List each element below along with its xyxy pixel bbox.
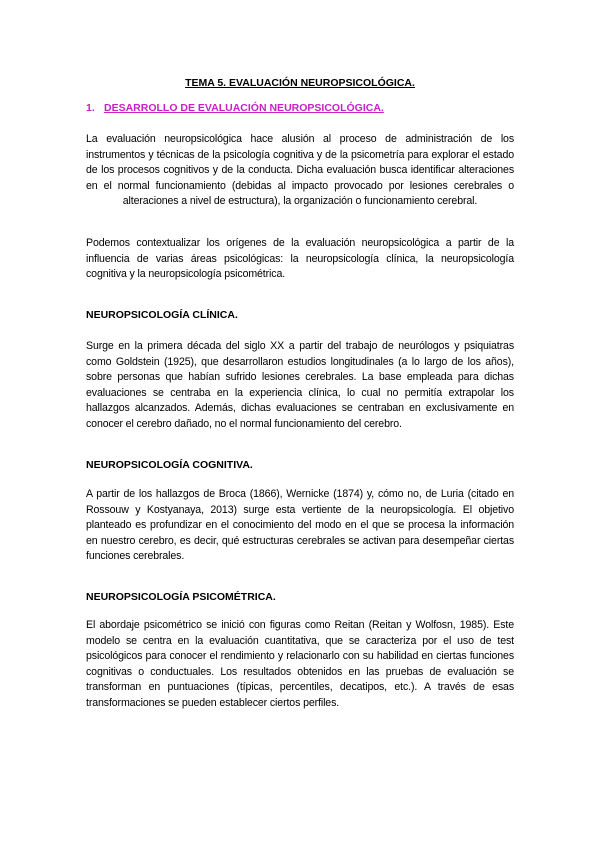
intro-paragraph: La evaluación neuropsicológica hace alusión al proceso de administración de los instrumentos y técnicas de la psicología cognitiva y de la psicometría para explorar el estado de los procesos cognitivos y de la conducta. Dicha evaluación busca identificar alteraciones en el normal funcionamiento (debidas al impacto provocado por lesiones cerebrales o alteraciones a nivel de estructura), la organización o funcionamiento cerebral. — [86, 133, 514, 208]
document-title: TEMA 5. EVALUACIÓN NEUROPSICOLÓGICA. — [185, 77, 415, 89]
heading-cognitiva: NEUROPSICOLOGÍA COGNITIVA. — [86, 459, 253, 471]
section-label: DESARROLLO DE EVALUACIÓN NEUROPSICOLÓGICA. — [104, 102, 384, 114]
context-paragraph: Podemos contextualizar los orígenes de la evaluación neuropsicológica a partir de la influencia de varias áreas psicológicas: la neuropsicología clínica, la neuropsicología cognitiva y la neuropsicología psicométrica. — [86, 237, 514, 281]
heading-clinica: NEUROPSICOLOGÍA CLÍNICA. — [86, 309, 238, 321]
section-heading-desarrollo — [86, 102, 384, 114]
section-number: 1. — [86, 102, 95, 114]
clinica-paragraph: Surge en la primera década del siglo XX a partir del trabajo de neurólogos y psiquiatras como Goldstein (1925), que desarrollaron estudios longitudinales (a lo largo de los años), sobre personas que habían sufrido lesiones cerebrales. La base empleada para dichas evaluaciones se centraba en la experiencia clínica, lo cual no permitía extrapolar los hallazgos alcanzados. Además, dichas evaluaciones se centraban en exclusivamente en conocer el cerebro dañado, no el normal funcionamiento del cerebro. — [86, 340, 514, 430]
heading-psicometrica: NEUROPSICOLOGÍA PSICOMÉTRICA. — [86, 591, 276, 603]
cognitiva-paragraph: A partir de los hallazgos de Broca (1866), Wernicke (1874) y, cómo no, de Luria (citado en Rossouw y Kostyanaya, 2013) surge esta vertiente de la neuropsicología. El objetivo planteado es profundizar en el conocimiento del modo en el que se procesa la información en nuestro cerebro, es decir, qué estructuras cerebrales se activan para desempeñar ciertas funciones cerebrales. — [86, 488, 514, 563]
psicometrica-paragraph: El abordaje psicométrico se inició con figuras como Reitan (Reitan y Wolfosn, 1985). Este modelo se centra en la evaluación cuantitativa, que se caracteriza por el uso de test psicológicos para conocer el rendimiento y relacionarlo con su habilidad en ciertas funciones cognitivas o conductuales. Los resultados obtenidos en las pruebas de evaluación se transforman en puntuaciones (típicas, percentiles, decatipos, etc.). A través de esas transformaciones se pueden establecer ciertos perfiles. — [86, 619, 514, 709]
